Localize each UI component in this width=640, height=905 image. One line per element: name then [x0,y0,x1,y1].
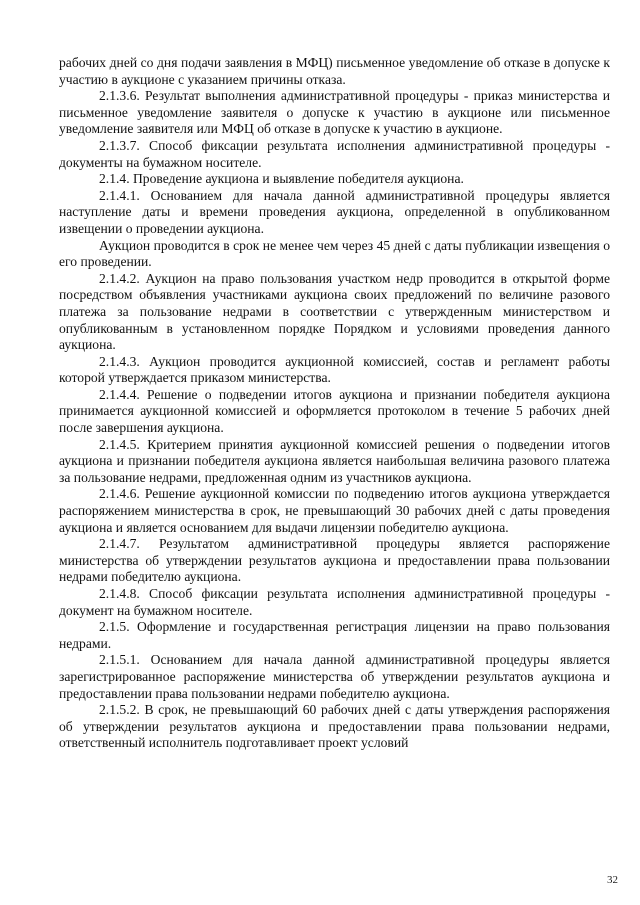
section-heading-2-1-4: 2.1.4. Проведение аукциона и выявление победителя аукциона. [99,171,464,187]
paragraph-auction-term: Аукцион проводится в срок не менее чем через 45 дней с даты публикации извещения о его проведении. [59,237,610,270]
paragraph-2-1-4-2: 2.1.4.2. Аукцион на право пользования участком недр проводится в открытой форме посредством объявления участниками аукциона своих предложений по величине разового платежа за пользование недрами в соответствии с утвержденным министерством и опубликованным в установленном порядке Порядком и условиями проведения данного аукциона. [59,270,610,353]
paragraph-2-1-5-1: 2.1.5.1. Основанием для начала данной административной процедуры является зарегистрированное распоряжение министерства об утверждении результатов аукциона и предоставлении права пользовании недрами победителю аукциона. [59,652,610,701]
paragraph-2-1-4-7: 2.1.4.7. Результатом административной процедуры является распоряжение министерства об утверждении результатов аукциона и предоставлении права пользовании недрами победителю аукциона. [59,536,610,585]
paragraph-2-1-4-5: 2.1.4.5. Критерием принятия аукционной комиссией решения о подведении итогов аукциона и признании победителя аукциона является наибольшая величина разового платежа за пользование недрами, предложенная одним из участников аукциона. [59,436,610,485]
paragraph-2-1-3-7: 2.1.3.7. Способ фиксации результата исполнения административной процедуры - документы на бумажном носителе. [59,137,610,170]
paragraph-2-1-4-8: 2.1.4.8. Способ фиксации результата исполнения административной процедуры - документ на бумажном носителе. [59,586,610,618]
document-body [59,55,610,752]
paragraph-2-1-4-1: 2.1.4.1. Основанием для начала данной административной процедуры является наступление даты и времени проведения аукциона, определенной в опубликованном извещении о проведении аукциона. [59,187,610,236]
section-heading-2-1-5: 2.1.5. Оформление и государственная регистрация лицензии на право пользования недрами. [59,619,610,651]
paragraph-2-1-3-6: 2.1.3.6. Результат выполнения административной процедуры - приказ министерства и письменное уведомление заявителя о допуске к участию в аукционе или письменное уведомление заявителя или МФЦ об отказе в допуске к участию в аукционе. [59,88,610,137]
page-number: 32 [607,874,618,886]
paragraph-2-1-5-2: 2.1.5.2. В срок, не превышающий 60 рабочих дней с даты утверждения распоряжения об утверждении результатов аукциона и предоставлении права пользовании недрами, ответственный исполнитель подготавливает проект условий [59,702,610,751]
paragraph-continuation: рабочих дней со дня подачи заявления в МФЦ) письменное уведомление об отказе в допуске к участию в аукционе с указанием причины отказа. [59,55,610,87]
paragraph-2-1-4-3: 2.1.4.3. Аукцион проводится аукционной комиссией, состав и регламент работы которой утверждается приказом министерства. [59,353,610,386]
paragraph-2-1-4-6: 2.1.4.6. Решение аукционной комиссии по подведению итогов аукциона утверждается распоряжением министерства в срок, не превышающий 30 рабочих дней с даты проведения аукциона и является основанием для выдачи лицензии победителю аукциона. [59,486,610,535]
paragraph-2-1-4-4: 2.1.4.4. Решение о подведении итогов аукциона и признании победителя аукциона принимается аукционной комиссией и оформляется протоколом в течение 5 рабочих дней после завершения аукциона. [59,386,610,436]
